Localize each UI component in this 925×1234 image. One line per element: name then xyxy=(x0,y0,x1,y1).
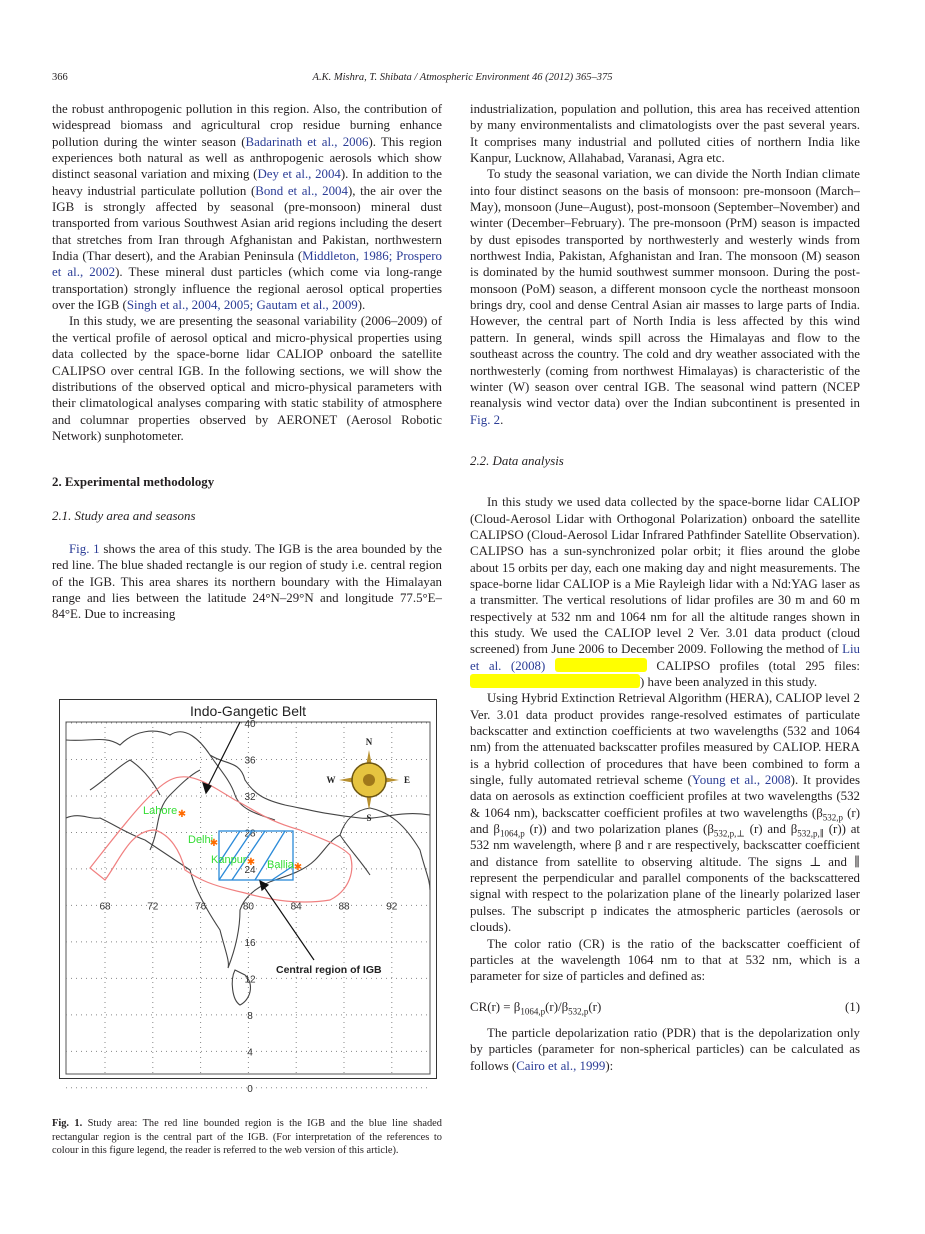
text-run: (r) and β xyxy=(470,805,860,837)
text-run: ), the air over the IGB is strongly affected by seasonal (pre-monsoon) mineral dust transported from various Southwest Asian arid regions including the desert that stretches from Iran through Afghanistan and Pakistan, northwestern India (Thar desert), and the Arabian Peninsula ( xyxy=(52,183,443,264)
lon-tick-label: 88 xyxy=(338,901,350,913)
left-column xyxy=(52,101,442,623)
lat-tick-label: 4 xyxy=(247,1047,253,1059)
text-run: ). These mineral dust particles (which come via long-range transportation) strongly influence the regional aerosol optical properties over the IGB ( xyxy=(52,265,442,313)
text-run: The particle depolarization ratio (PDR) that is the depolarization only by particles (parameter for non-spherical particles) can be calculated as follows ( xyxy=(470,1025,860,1073)
text-run: (r)) at 532 nm wavelength, where β and r are respectively, backscatter coefficient and distance from satellite to observing altitude. The signs ⊥ and ∥ represent the perpendicular and parallel components of the backscattered signal with respect to the polarization plane of the linearly polarized laser pulses. The subscript p indicates the atmospheric particles (aerosols or clouds). xyxy=(470,822,860,935)
subscript: 532,p xyxy=(822,812,844,823)
lat-tick-label: 0 xyxy=(247,1083,253,1095)
lat-tick-label: 40 xyxy=(244,719,256,730)
text-run: . xyxy=(500,412,504,427)
paragraph xyxy=(52,101,442,313)
svg-text:W: W xyxy=(326,775,336,785)
paragraph xyxy=(470,1025,860,1074)
paragraph xyxy=(52,541,442,623)
citation-link[interactable]: Young et al., 2008 xyxy=(691,773,791,788)
city-marker: ✱ xyxy=(177,809,187,820)
igb-boundary xyxy=(90,777,352,902)
text-run: CALIPSO profiles (total 295 files: xyxy=(646,658,860,673)
city-marker: ✱ xyxy=(293,862,303,873)
text-run: CR(r) = β xyxy=(470,999,521,1014)
subsection-heading: 2.2. Data analysis xyxy=(470,453,564,468)
city-label-delhi: Delhi xyxy=(188,834,214,846)
text-run: (r) and β xyxy=(744,822,798,837)
text-run: (r) xyxy=(588,999,602,1014)
citation-link[interactable]: Fig. 1 xyxy=(69,541,100,556)
text-run xyxy=(545,659,555,673)
city-label-lahore: Lahore xyxy=(143,805,178,817)
map-title: Indo-Gangetic Belt xyxy=(190,703,306,719)
city-marker: ✱ xyxy=(246,857,256,868)
svg-text:E: E xyxy=(403,775,411,785)
citation-link[interactable]: Fig. 2 xyxy=(470,412,501,427)
running-title: A.K. Mishra, T. Shibata / Atmospheric Environment 46 (2012) 365–375 xyxy=(312,72,613,83)
city-label-kanpur: Kanpur xyxy=(211,854,247,866)
right-column xyxy=(470,101,860,1074)
text-run: ). xyxy=(357,298,366,313)
lat-tick-label: 8 xyxy=(247,1010,253,1022)
equation-1 xyxy=(470,999,860,1015)
text-run: The color ratio (CR) is the ratio of the backscatter coefficient of particles at the wavelength 1064 nm to that at 532 nm, which is a parameter for size of particles and defined as: xyxy=(470,936,860,984)
citation-link[interactable]: Badarinath et al., 2006 xyxy=(245,134,369,149)
lon-tick-label: 76 xyxy=(195,901,207,913)
city-label-ballia: Ballia xyxy=(267,859,294,871)
svg-text:S: S xyxy=(366,813,372,823)
text-run: (r)) and two polarization planes (β xyxy=(524,822,714,837)
citation-link[interactable]: Bond et al., 2004 xyxy=(255,183,348,198)
lat-tick-label: 24 xyxy=(244,864,256,876)
lat-tick-label: 36 xyxy=(244,755,256,767)
lon-tick-label: 80 xyxy=(242,901,254,913)
equation-body xyxy=(470,999,601,1015)
citation-link[interactable]: Singh et al., 2004, 2005; Gautam et al., 2009 xyxy=(126,298,358,313)
lat-tick-label: 28 xyxy=(244,828,256,840)
lon-tick-label: 72 xyxy=(147,901,159,913)
figure-1-map xyxy=(59,699,437,1095)
lon-tick-label: 92 xyxy=(386,901,398,913)
subscript: 1064,p xyxy=(520,1006,546,1017)
section-heading: 2. Experimental methodology xyxy=(52,475,215,490)
text-run: ). This region experiences both natural as well as anthropogenic aerosols which show distinct seasonal variation and mixing ( xyxy=(52,134,442,182)
paragraph xyxy=(52,313,442,444)
caption-label: Fig. 1. xyxy=(52,1118,83,1129)
subscript: 532,p xyxy=(568,1006,589,1017)
equation-number: (1) xyxy=(844,999,860,1014)
text-run: In this study, we are presenting the seasonal variability (2006–2009) of the vertical profile of aerosol optical and micro-physical properties using data collected by the space-borne lidar CALIOP onboard the satellite CALIPSO over central IGB. In the following sections, we will show the distributions of the observed optical and micro-physical parameters with their climatological analyses comparing with static stability of atmosphere and columnar properties observed by AERONET (Aerosol Robotic Network) sunphotometer. xyxy=(52,314,442,443)
paragraph xyxy=(470,166,860,428)
highlight-redaction xyxy=(555,658,647,672)
citation-link[interactable]: Liu et al. (2008) xyxy=(470,642,860,673)
text-run: ) have been analyzed in this study. xyxy=(640,675,818,689)
paragraph xyxy=(470,936,860,985)
lon-tick-label: 68 xyxy=(99,901,111,913)
text-run: ). It provides data on aerosols as extinction coefficient profiles at two wavelengths (532 & 1064 nm), backscatter coefficient profiles at two wavelengths (β xyxy=(470,773,860,820)
lat-tick-label: 32 xyxy=(244,791,256,803)
text-run: To study the seasonal variation, we can divide the North Indian climate into four distinct seasons on the basis of monsoon: pre-monsoon (March–May), monsoon (June–August), post-monsoon (September–November) and winter (December–February). The pre-monsoon (PrM) season is impacted by dust episodes transported by northwesterly and westerly winds from northwest India, Pakistan, Afghanistan and Iran. The monsoon (M) season is dominated by the humid southwest summer monsoon. During the post-monsoon (PoM) season, a different monsoon cycle the northeast monsoon brings dry, cool and dense Central Asian air masses to large parts of India. However, the central part of North India is less affected by this wind pattern. In general, winds spill across the Himalayas and flow to the southeast across the country. The cold and dry weather associated with the northwesterly (coming from northwest Himalayas) is characteristic of the winter (W) season over central IGB. The seasonal wind pattern (NCEP reanalysis wind vector data) over the Indian subcontinent is presented in xyxy=(470,167,860,411)
lat-tick-label: 12 xyxy=(244,974,256,986)
compass-rose-icon xyxy=(327,737,411,823)
text-run: ): xyxy=(605,1058,614,1073)
caption-text: Study area: The red line bounded region is the IGB and the blue line shaded rectangular region is the central part of the IGB. (For interpretation of the references to colour in this figure legend, the reader is referred to the web version of this article). xyxy=(52,1118,442,1157)
subscript: 532,p,⊥ xyxy=(713,828,745,839)
text-run: the robust anthropogenic pollution in this region. Also, the contribution of widespread biomass and agricultural crop residue burning enhance pollution during the winter season ( xyxy=(52,102,442,149)
lat-tick-label: 16 xyxy=(244,937,256,949)
text-run: In this study we used data collected by the space-borne lidar CALIOP (Cloud-Aerosol Lidar with Orthogonal Polarization) onboard the satellite CALIPSO (Cloud-Aerosol Lidar Infrared Pathfinder Satellite Observation). CALIPSO has a sun-synchronized polar orbit; it flies around the globe about 15 orbits per day, each one making day and night measurements. The space-borne lidar CALIOP is a Mie Rayleigh lidar with a Nd:YAG laser as a transmitter. The vertical resolutions of lidar profiles are 30 m and 60 m respectively at 532 nm and 1064 nm for all the altitude ranges shown in this study. We used the CALIOP level 2 Ver. 3.01 data product (cloud screened) from June 2006 to December 2009. Following the method of xyxy=(470,495,860,657)
paragraph xyxy=(470,690,860,935)
citation-link[interactable]: Dey et al., 2004 xyxy=(257,167,341,182)
city-marker: ✱ xyxy=(209,838,219,849)
citation-link[interactable]: Middleton, 1986; Prospero et al., 2002 xyxy=(52,249,442,280)
svg-text:N: N xyxy=(365,737,373,747)
page-number: 366 xyxy=(52,72,68,83)
subscript: 1064,p xyxy=(499,828,525,839)
text-run: shows the area of this study. The IGB is the area bounded by the red line. The blue shaded rectangle is our region of study i.e. central region of the IGB. This area shares its northern boundary with the Himalayan range and lies between the latitude 24°N–29°N and longitude 77.5°E–84°E. Due to increasing xyxy=(52,541,442,622)
text-run: (r)/β xyxy=(545,999,569,1014)
citation-link[interactable]: Cairo et al., 1999 xyxy=(516,1058,606,1073)
text-run: industrialization, population and pollution, this area has received attention by many environmentalists and climatologists over the past several years. It comprises many industrial and polluted cities of northern India like Kanpur, Lucknow, Allahabad, Varanasi, Agra etc. xyxy=(470,102,860,166)
paragraph xyxy=(470,101,860,166)
lon-tick-label: 84 xyxy=(290,901,302,913)
figure-caption xyxy=(52,1117,442,1158)
paragraph xyxy=(470,494,860,690)
text-run: ). In addition to the heavy industrial particulate pollution ( xyxy=(52,167,443,198)
subsection-heading: 2.1. Study area and seasons xyxy=(52,508,196,523)
annotation-central-region: Central region of IGB xyxy=(276,964,382,976)
map-svg xyxy=(60,700,436,1095)
text-run: Using Hybrid Extinction Retrieval Algorithm (HERA), CALIOP level 2 Ver. 3.01 data product provides range-resolved estimates of particulate backscatter and extinction coefficients at two wavelengths (532 and 1064 nm) from the attenuated backscatter profiles measured by CALIOP. HERA is a hybrid collection of procedures that have been combined to form a single, fully automated retrieval scheme ( xyxy=(470,691,860,788)
highlight-redaction xyxy=(470,674,640,688)
subscript: 532,p,∥ xyxy=(797,828,824,839)
